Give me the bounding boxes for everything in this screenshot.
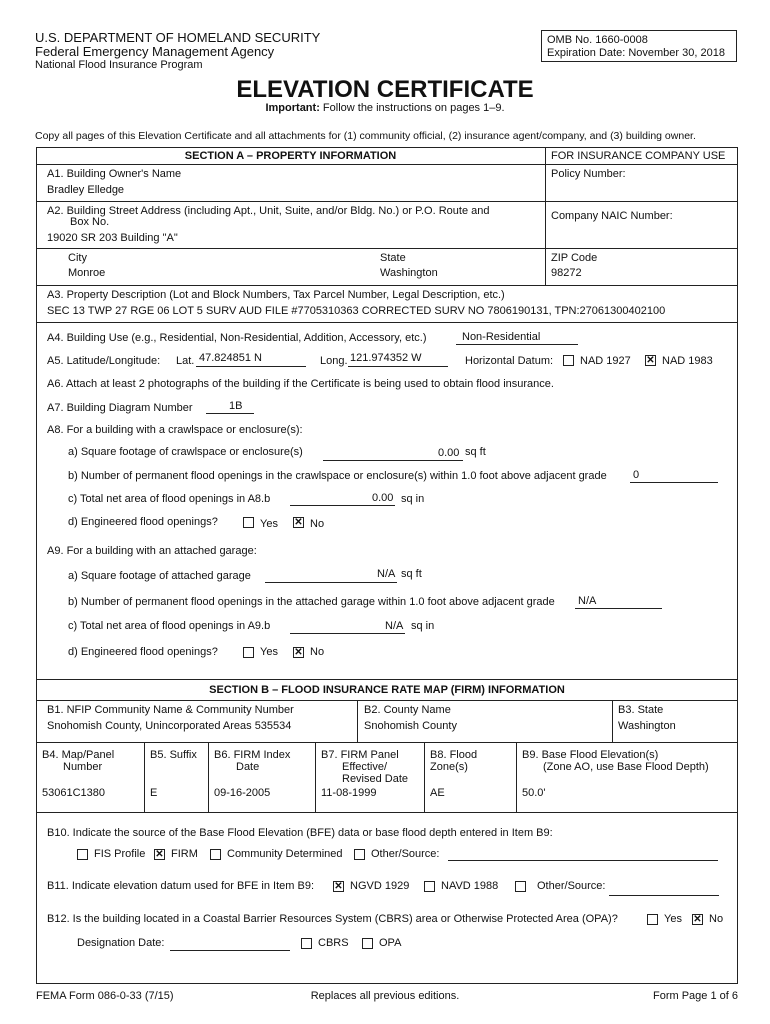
page-title: ELEVATION CERTIFICATE bbox=[236, 76, 534, 103]
a9a-value[interactable]: N/A bbox=[377, 568, 396, 580]
a3-value[interactable]: SEC 13 TWP 27 RGE 06 LOT 5 SURV AUD FILE #7705310363 CORRECTED SURV NO 7806190131, TPN:27061300402100 bbox=[47, 305, 666, 317]
a9c-value[interactable]: N/A bbox=[385, 620, 404, 632]
navd-label: NAVD 1988 bbox=[441, 880, 499, 892]
section-a-title: SECTION A – PROPERTY INFORMATION bbox=[184, 150, 397, 162]
a8d-no-checkbox[interactable]: ✕ bbox=[294, 517, 303, 528]
community-determined-label: Community Determined bbox=[227, 848, 343, 860]
a9d-yes-checkbox[interactable] bbox=[243, 647, 254, 658]
b12-no-label: No bbox=[709, 913, 724, 925]
b6-label: B6. FIRM Index bbox=[214, 749, 291, 761]
a9c-label: c) Total net area of flood openings in A9.b bbox=[68, 620, 271, 632]
b4-value[interactable]: 53061C1380 bbox=[42, 787, 106, 799]
b7-label-cont2: Revised Date bbox=[342, 773, 409, 785]
designation-date-field[interactable] bbox=[170, 950, 290, 951]
important-note bbox=[0, 102, 770, 114]
omb-box bbox=[541, 30, 737, 62]
b11-other-checkbox[interactable] bbox=[515, 881, 526, 892]
b11-label: B11. Indicate elevation datum used for BFE in Item B9: bbox=[47, 880, 314, 892]
other-source-label: Other/Source: bbox=[371, 848, 440, 860]
a8d-yes-label: Yes bbox=[260, 518, 278, 530]
fis-profile-label: FIS Profile bbox=[94, 848, 146, 860]
a8a-value[interactable]: 0.00 bbox=[438, 447, 460, 459]
opa-label: OPA bbox=[379, 937, 402, 949]
a9d-yes-label: Yes bbox=[260, 646, 278, 658]
a2-value[interactable]: 19020 SR 203 Building "A" bbox=[47, 232, 178, 244]
b9-label-cont: (Zone AO, use Base Flood Depth) bbox=[543, 761, 709, 773]
important-text: Follow the instructions on pages 1–9. bbox=[319, 102, 505, 114]
a9-label: A9. For a building with an attached garage: bbox=[47, 545, 257, 557]
datum-label: Horizontal Datum: bbox=[465, 355, 554, 367]
a8d-no-label: No bbox=[310, 518, 325, 530]
a9c-unit: sq in bbox=[411, 620, 435, 632]
b7-label: B7. FIRM Panel bbox=[321, 749, 399, 761]
b9-value[interactable]: 50.0' bbox=[522, 787, 546, 799]
a8c-value[interactable]: 0.00 bbox=[372, 492, 394, 504]
agency-sub: Federal Emergency Management Agency bbox=[35, 44, 275, 59]
latitude-value[interactable]: 47.824851 N bbox=[199, 352, 262, 364]
b12-yes-label: Yes bbox=[664, 913, 682, 925]
zip-value[interactable]: 98272 bbox=[551, 267, 582, 279]
designation-date-label: Designation Date: bbox=[77, 937, 165, 949]
section-b-title: SECTION B – FLOOD INSURANCE RATE MAP (FIRM) INFORMATION bbox=[209, 684, 565, 696]
a2-label: A2. Building Street Address (including Apt., Unit, Suite, and/or Bldg. No.) or P.O. Route and bbox=[47, 205, 490, 217]
a9b-value[interactable]: N/A bbox=[578, 595, 597, 607]
community-determined-checkbox[interactable] bbox=[210, 849, 221, 860]
b8-label-cont: Zone(s) bbox=[430, 761, 468, 773]
a9d-no-label: No bbox=[310, 646, 325, 658]
omb-number: OMB No. 1660-0008 bbox=[547, 34, 648, 46]
a8a-label: a) Square footage of crawlspace or enclosure(s) bbox=[68, 446, 303, 458]
page-number: Form Page 1 of 6 bbox=[653, 990, 738, 1002]
opa-checkbox[interactable] bbox=[362, 938, 373, 949]
city-label: City bbox=[68, 252, 87, 264]
state-value[interactable]: Washington bbox=[380, 267, 438, 279]
nad1983-label: NAD 1983 bbox=[662, 355, 713, 367]
a7-label: A7. Building Diagram Number bbox=[47, 402, 193, 414]
replaces-note: Replaces all previous editions. bbox=[310, 990, 460, 1002]
b8-value[interactable]: AE bbox=[430, 787, 445, 799]
expiration-date: Expiration Date: November 30, 2018 bbox=[547, 47, 725, 59]
cbrs-label: CBRS bbox=[318, 937, 349, 949]
b4-label: B4. Map/Panel bbox=[42, 749, 115, 761]
fis-profile-checkbox[interactable] bbox=[77, 849, 88, 860]
a8d-label: d) Engineered flood openings? bbox=[68, 516, 218, 528]
ngvd-checkbox[interactable]: ✕ bbox=[334, 881, 343, 892]
policy-number-label: Policy Number: bbox=[551, 168, 626, 180]
a8c-label: c) Total net area of flood openings in A8.b bbox=[68, 493, 271, 505]
b12-yes-checkbox[interactable] bbox=[647, 914, 658, 925]
state-label: State bbox=[380, 252, 406, 264]
a9d-label: d) Engineered flood openings? bbox=[68, 646, 218, 658]
a8b-label: b) Number of permanent flood openings in the crawlspace or enclosure(s) within 1.0 foot above adjacent grade bbox=[68, 470, 607, 482]
a5-label: A5. Latitude/Longitude: bbox=[47, 355, 161, 367]
b11-other-label: Other/Source: bbox=[537, 880, 606, 892]
program-name: National Flood Insurance Program bbox=[35, 59, 203, 71]
a8a-unit: sq ft bbox=[465, 446, 486, 458]
b8-label: B8. Flood bbox=[430, 749, 478, 761]
a8d-yes-checkbox[interactable] bbox=[243, 517, 254, 528]
a1-label: A1. Building Owner's Name bbox=[47, 168, 182, 180]
b11-other-field[interactable] bbox=[609, 895, 719, 896]
a8c-unit: sq in bbox=[401, 493, 425, 505]
b5-value[interactable]: E bbox=[150, 787, 158, 799]
city-value[interactable]: Monroe bbox=[68, 267, 106, 279]
b10-label: B10. Indicate the source of the Base Flood Elevation (BFE) data or base flood depth entered in Item B9: bbox=[47, 827, 553, 839]
other-source-field[interactable] bbox=[448, 860, 718, 861]
b6-value[interactable]: 09-16-2005 bbox=[214, 787, 271, 799]
b2-label: B2. County Name bbox=[364, 704, 451, 716]
form-number: FEMA Form 086-0-33 (7/15) bbox=[36, 990, 174, 1002]
b12-no-checkbox[interactable]: ✕ bbox=[693, 914, 702, 925]
important-label: Important: bbox=[265, 102, 320, 114]
a4-label: A4. Building Use (e.g., Residential, Non-Residential, Addition, Accessory, etc.) bbox=[47, 332, 427, 344]
b3-label: B3. State bbox=[618, 704, 664, 716]
copy-note: Copy all pages of this Elevation Certificate and all attachments for (1) community official, (2) insurance agent/company, and (3) building owner. bbox=[35, 130, 696, 142]
a8b-value[interactable]: 0 bbox=[633, 469, 640, 481]
a6-label: A6. Attach at least 2 photographs of the building if the Certificate is being used to obtain flood insurance. bbox=[47, 378, 554, 390]
navd-checkbox[interactable] bbox=[424, 881, 435, 892]
a1-value[interactable]: Bradley Elledge bbox=[47, 184, 125, 196]
b2-value[interactable]: Snohomish County bbox=[364, 720, 457, 732]
b4-label-cont: Number bbox=[63, 761, 103, 773]
b7-label-cont: Effective/ bbox=[342, 761, 388, 773]
naic-label: Company NAIC Number: bbox=[551, 210, 673, 222]
b1-value[interactable]: Snohomish County, Unincorporated Areas 535534 bbox=[47, 720, 292, 732]
firm-label: FIRM bbox=[171, 848, 198, 860]
a8-label: A8. For a building with a crawlspace or enclosure(s): bbox=[47, 424, 303, 436]
b5-label: B5. Suffix bbox=[150, 749, 197, 761]
other-source-checkbox[interactable] bbox=[354, 849, 365, 860]
b12-label: B12. Is the building located in a Coastal Barrier Resources System (CBRS) area or Otherwise Protected Area (OPA)? bbox=[47, 913, 618, 925]
b3-value[interactable]: Washington bbox=[618, 720, 676, 732]
agency-name: U.S. DEPARTMENT OF HOMELAND SECURITY bbox=[35, 30, 321, 45]
a3-label: A3. Property Description (Lot and Block Numbers, Tax Parcel Number, Legal Description, etc.) bbox=[47, 289, 505, 301]
b6-label-cont: Date bbox=[236, 761, 260, 773]
longitude-value[interactable]: 121.974352 W bbox=[350, 352, 422, 364]
nad1927-label: NAD 1927 bbox=[580, 355, 631, 367]
a9a-unit: sq ft bbox=[401, 568, 422, 580]
ngvd-label: NGVD 1929 bbox=[350, 880, 410, 892]
nad1927-checkbox[interactable] bbox=[563, 355, 574, 366]
cbrs-checkbox[interactable] bbox=[301, 938, 312, 949]
a9a-label: a) Square footage of attached garage bbox=[68, 570, 251, 582]
a7-value[interactable]: 1B bbox=[229, 400, 243, 412]
zip-label: ZIP Code bbox=[551, 252, 598, 264]
a4-value[interactable]: Non-Residential bbox=[462, 331, 541, 343]
nad1983-checkbox[interactable]: ✕ bbox=[646, 355, 655, 366]
b9-label: B9. Base Flood Elevation(s) bbox=[522, 749, 659, 761]
firm-checkbox[interactable]: ✕ bbox=[155, 849, 164, 860]
b7-value[interactable]: 11-08-1999 bbox=[321, 787, 377, 799]
a9b-label: b) Number of permanent flood openings in the attached garage within 1.0 foot above adjacent grade bbox=[68, 596, 555, 608]
a9d-no-checkbox[interactable]: ✕ bbox=[294, 647, 303, 658]
insurance-use-label: FOR INSURANCE COMPANY USE bbox=[551, 150, 726, 162]
b1-label: B1. NFIP Community Name & Community Number bbox=[47, 704, 294, 716]
a2-label-cont: Box No. bbox=[70, 216, 110, 228]
long-label: Long. bbox=[320, 355, 348, 367]
lat-label: Lat. bbox=[176, 355, 195, 367]
